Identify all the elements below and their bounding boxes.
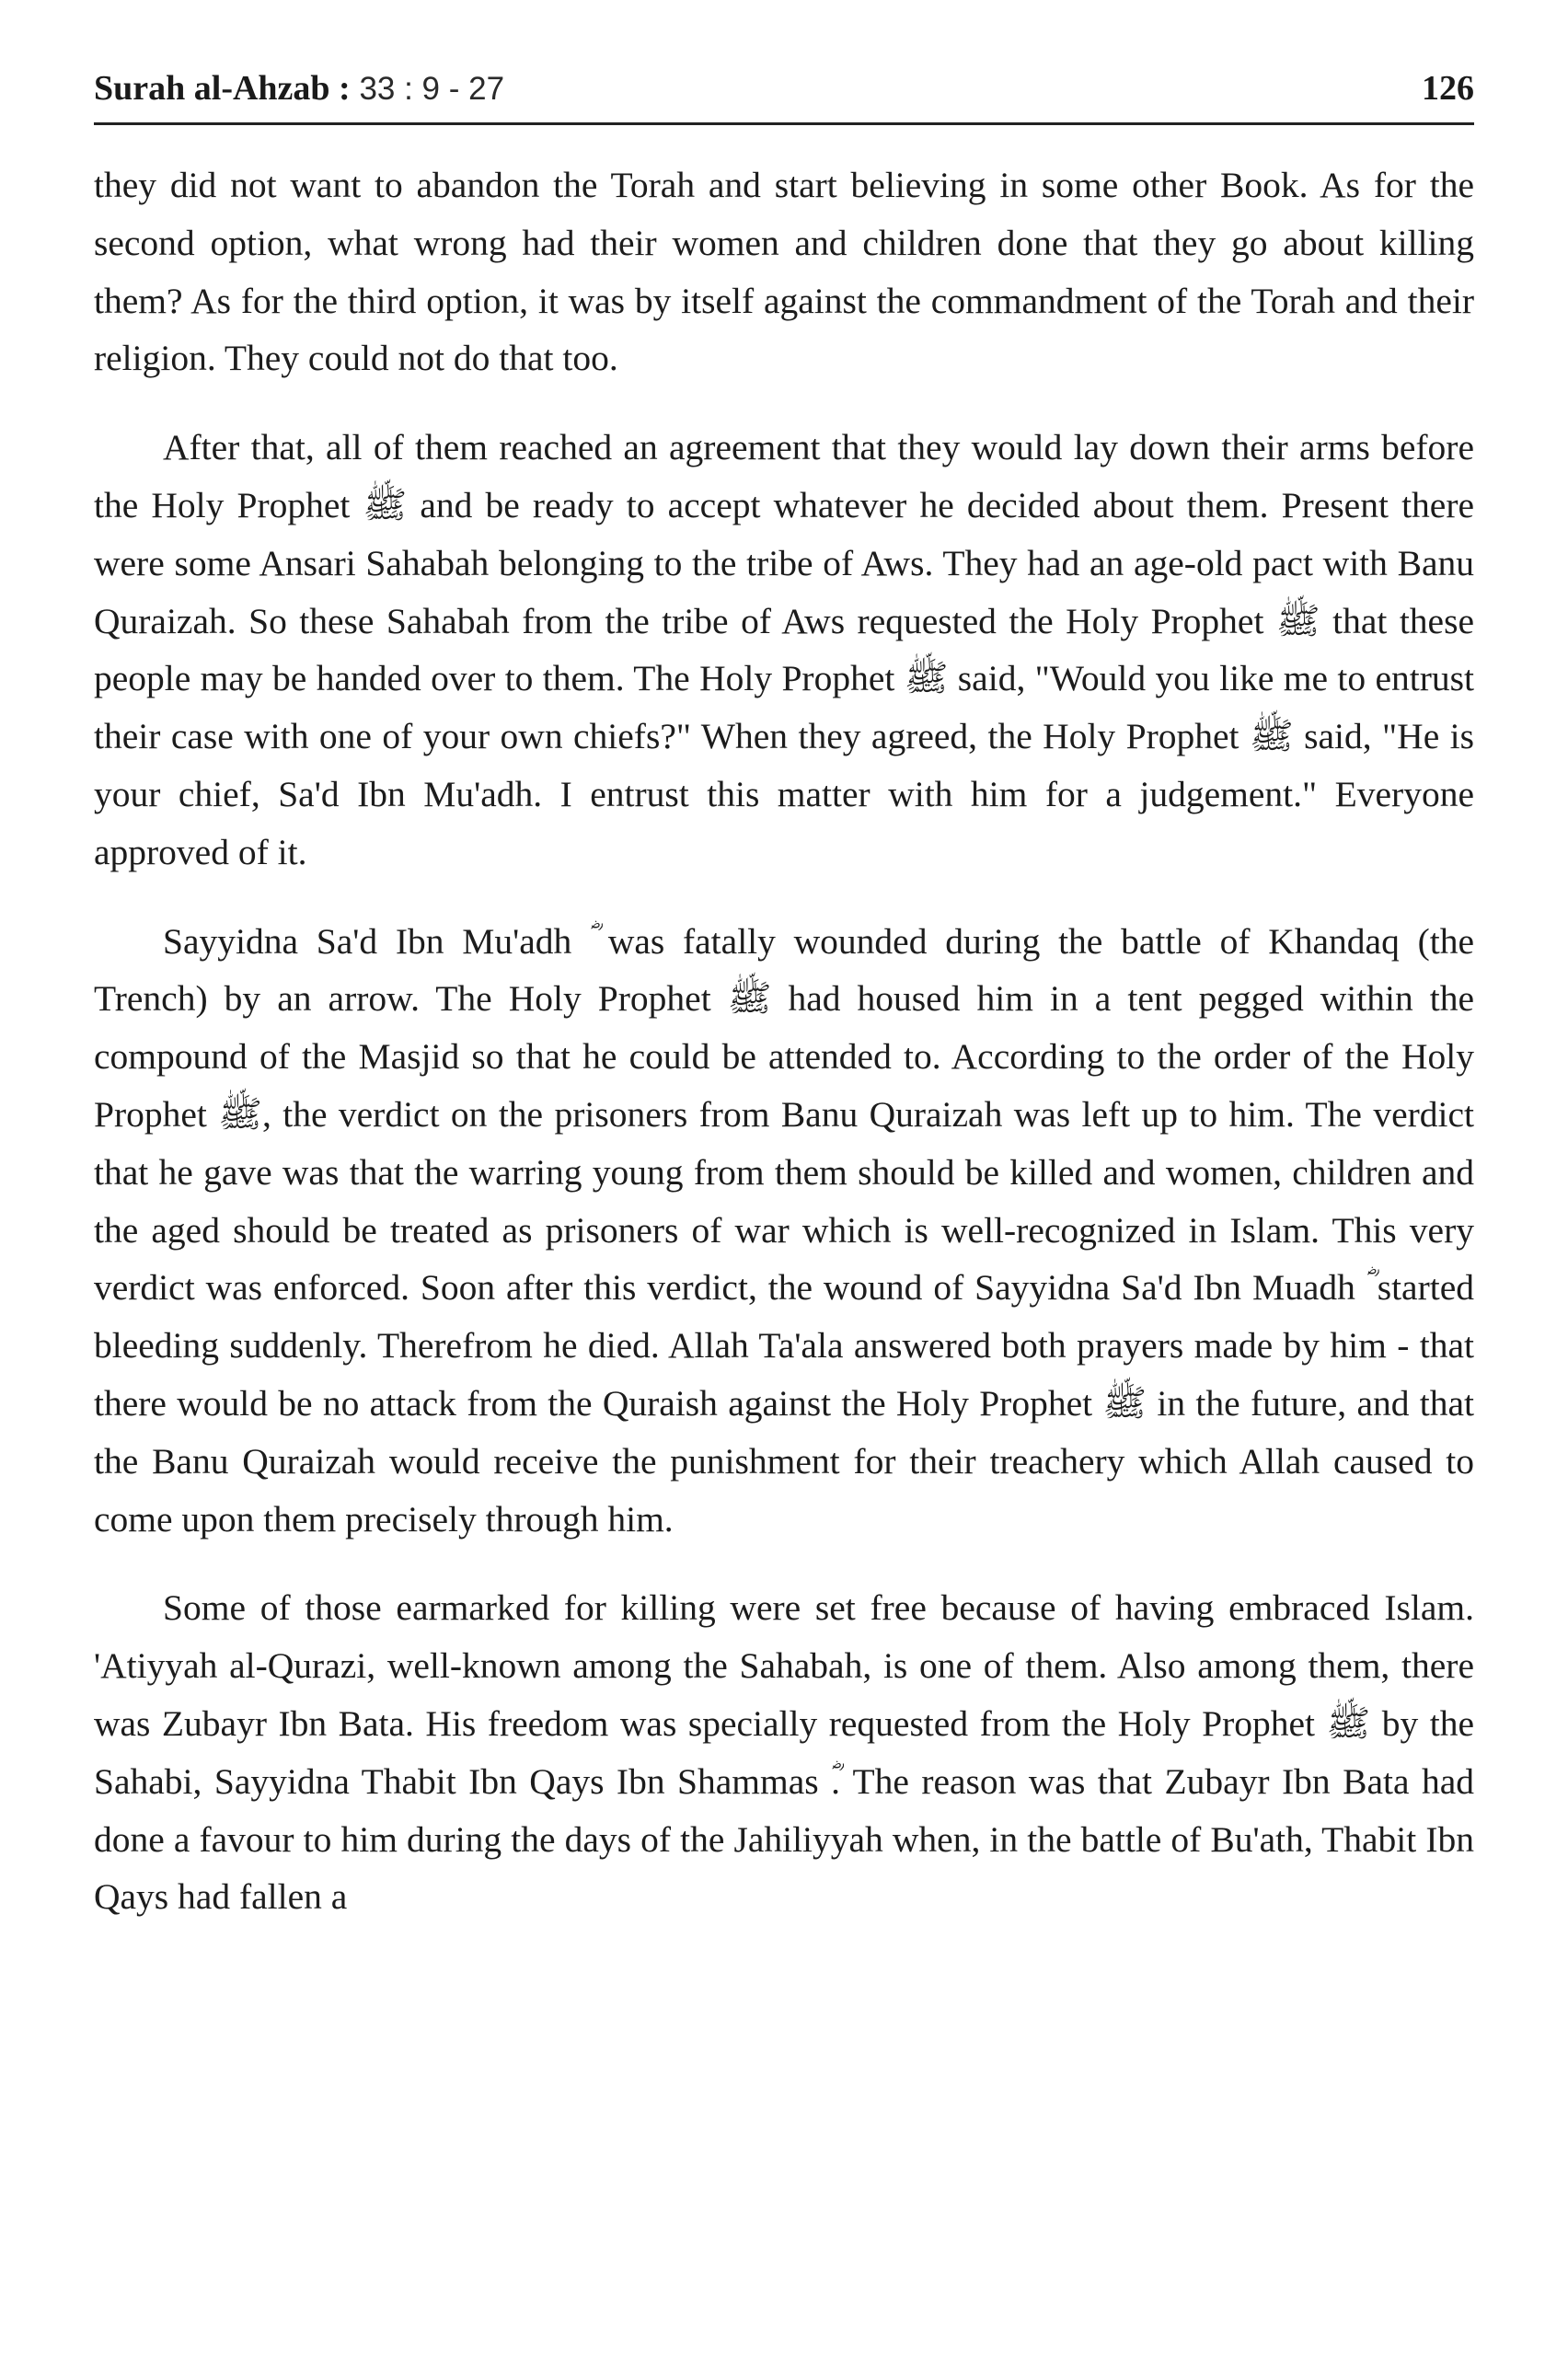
- page-number: 126: [1422, 69, 1474, 108]
- header-divider: [94, 122, 1474, 125]
- verse-range: 33 : 9 - 27: [350, 71, 505, 107]
- body-text: [94, 156, 1474, 1926]
- paragraph-2: After that, all of them reached an agreement that they would lay down their arms before the Holy Prophet ﷺ and be ready to accept whatever he decided about them. Present there were some Ansari Sahabah belonging to the tribe of Aws. They had an age-old pact with Banu Quraizah. So these Sahabah from the tribe of Aws requested the Holy Prophet ﷺ that these people may be handed over to them. The Holy Prophet ﷺ said, "Would you like me to entrust their case with one of your own chiefs?" When they agreed, the Holy Prophet ﷺ said, "He is your chief, Sa'd Ibn Mu'adh. I entrust this matter with him for a judgement." Everyone approved of it.: [94, 427, 1475, 872]
- paragraph-4: Some of those earmarked for killing were set free because of having embraced Islam. 'Atiyyah al-Qurazi, well-known among the Sahabah, is one of them. Also among them, there was Zubayr Ibn Bata. His freedom was specially requested from the Holy Prophet ﷺ by the Sahabi, Sayyidna Thabit Ibn Qays Ibn Shammas ؓ. The reason was that Zubayr Ibn Bata had done a favour to him during the days of the Jahiliyyah when, in the battle of Bu'ath, Thabit Ibn Qays had fallen a: [94, 1587, 1474, 1918]
- paragraph-1: they did not want to abandon the Torah and start believing in some other Book. As for the second option, what wrong had their women and children done that they go about killing them? As for the third option, it was by itself against the commandment of the Torah and their religion. They could not do that too.: [94, 165, 1474, 379]
- running-header: [94, 59, 1474, 116]
- chapter-reference: [94, 68, 504, 109]
- paragraph-3: Sayyidna Sa'd Ibn Mu'adh ؓ was fatally wounded during the battle of Khandaq (the Trench) by an arrow. The Holy Prophet ﷺ had housed him in a tent pegged within the compound of the Masjid so that he could be attended to. According to the order of the Holy Prophet ﷺ, the verdict on the prisoners from Banu Quraizah was left up to him. The verdict that he gave was that the warring young from them should be killed and women, children and the aged should be treated as prisoners of war which is well-recognized in Islam. This very verdict was enforced. Soon after this verdict, the wound of Sayyidna Sa'd Ibn Muadh ؓ started bleeding suddenly. Therefrom he died. Allah Ta'ala answered both prayers made by him - that there would be no attack from the Quraish against the Holy Prophet ﷺ in the future, and that the Banu Quraizah would receive the punishment for their treachery which Allah caused to come upon them precisely through him.: [94, 920, 1474, 1539]
- surah-title: Surah al-Ahzab :: [94, 69, 351, 108]
